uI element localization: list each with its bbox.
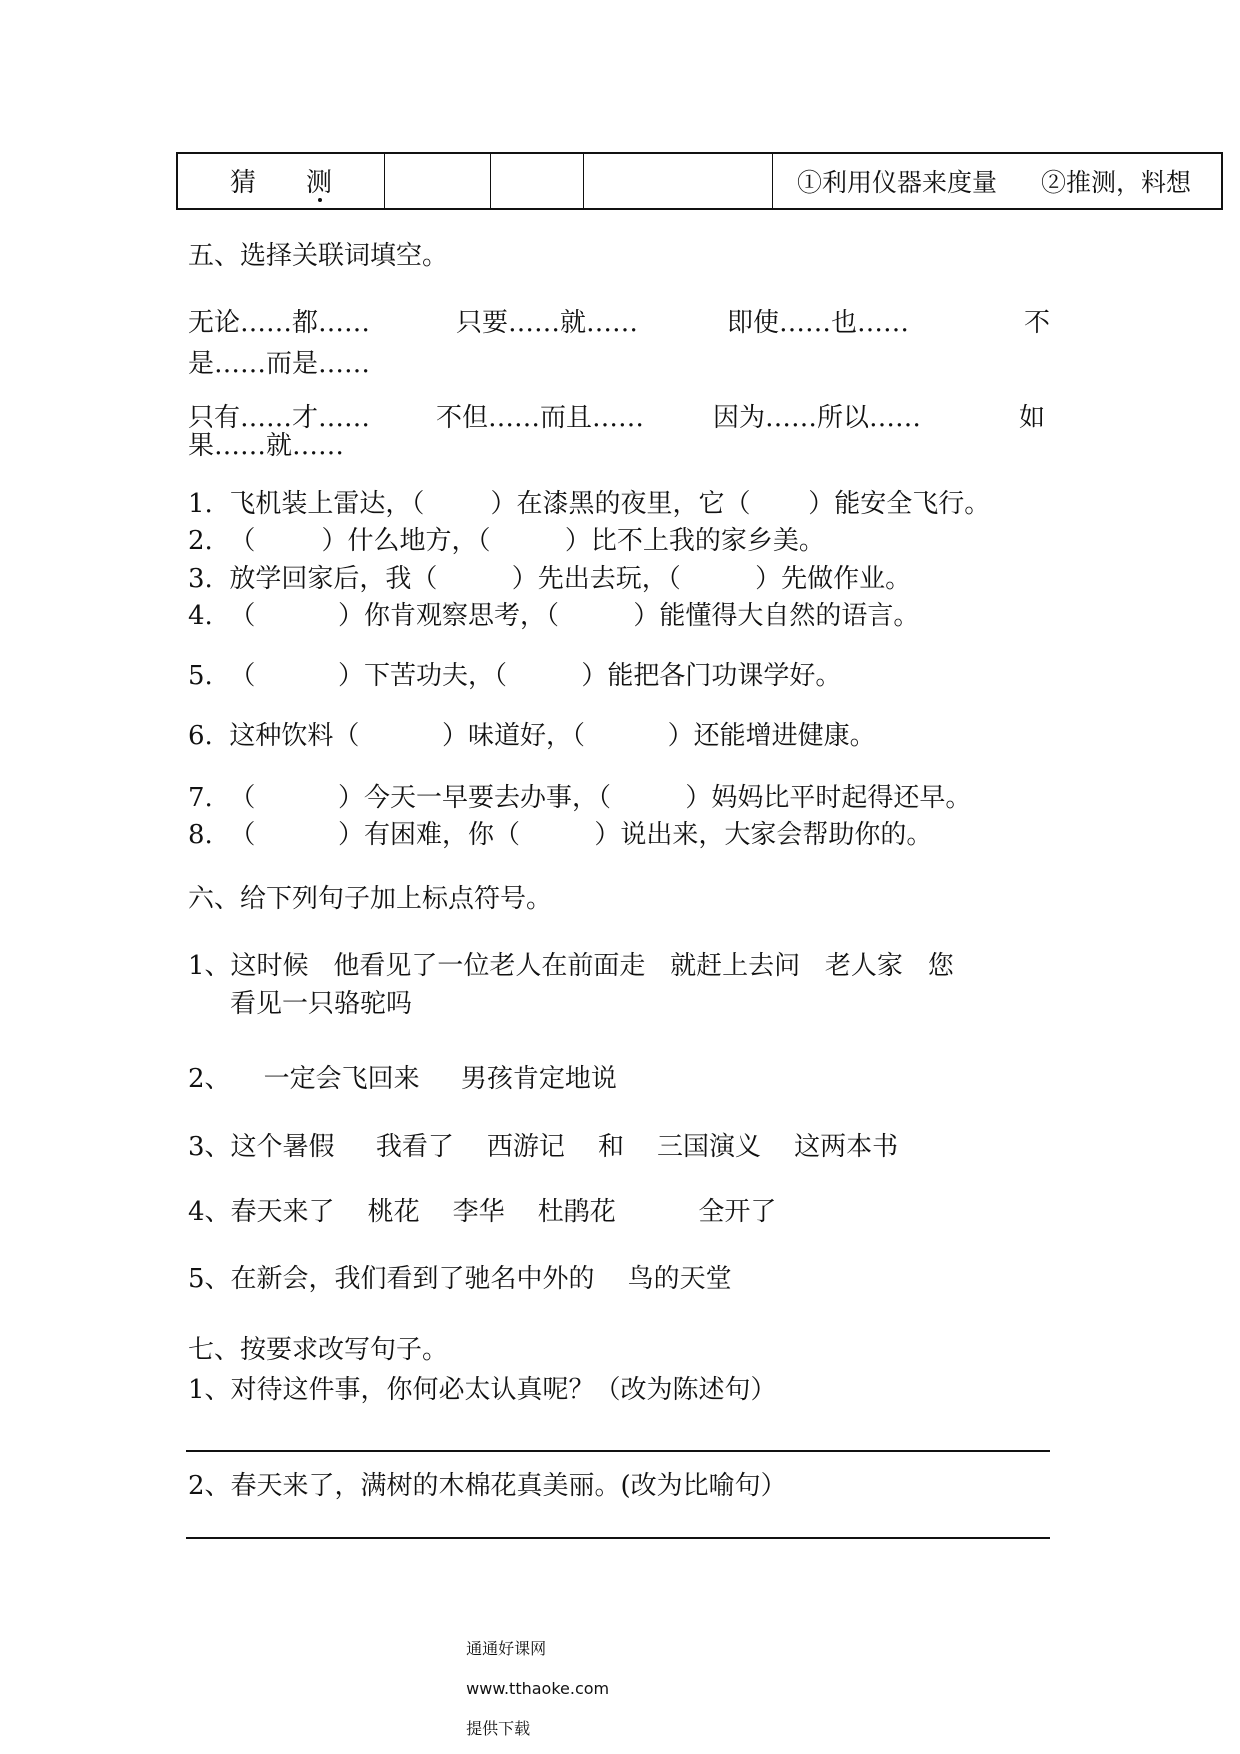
fill-item-1: 1. 飞机装上雷达，（ ）在漆黑的夜里，它（ ）能安全飞行。 <box>188 489 991 519</box>
fill-item-6: 6. 这种饮料（ ）味道好，（ ）还能增进健康。 <box>188 721 876 751</box>
fill-item-3: 3. 放学回家后，我（ ）先出去玩，（ ）先做作业。 <box>188 564 912 594</box>
footer-url[interactable]: www.tthaoke.com <box>466 1679 610 1698</box>
conj-row2-d1: 如 <box>1019 403 1046 433</box>
blank-cell-1 <box>385 154 491 208</box>
punct-item-1-line1: 1、这时候 他看见了一位老人在前面走 就赶上去问 老人家 您 <box>188 951 954 981</box>
answer-line-2 <box>186 1537 1050 1539</box>
rewrite-item-1: 1、对待这件事，你何必太认真呢？（改为陈述句） <box>188 1375 777 1405</box>
section7-heading: 七、按要求改写句子。 <box>188 1335 449 1365</box>
punct-item-4: 4、春天来了 桃花 李华 杜鹃花 全开了 <box>188 1197 777 1227</box>
emphasis-dot <box>318 198 322 202</box>
answer-line-1 <box>186 1450 1050 1452</box>
conj-row1-a: 无论……都…… <box>188 308 371 338</box>
section5-heading: 五、选择关联词填空。 <box>188 241 449 271</box>
footer <box>456 1619 609 1739</box>
meaning-option-1: ①利用仪器来度量 <box>797 168 998 197</box>
conj-row1-d1: 不 <box>1024 308 1051 338</box>
word-meaning-table-row <box>176 152 1223 210</box>
fill-item-2: 2. （ ）什么地方，（ ）比不上我的家乡美。 <box>188 526 825 556</box>
conj-row1-c: 即使……也…… <box>727 308 910 338</box>
blank-cell-3 <box>584 154 773 208</box>
fill-item-4: 4. （ ）你肯观察思考，（ ）能懂得大自然的语言。 <box>188 601 920 631</box>
meaning-options-cell <box>773 154 1221 208</box>
section6-heading: 六、给下列句子加上标点符号。 <box>188 884 553 914</box>
punct-item-3: 3、这个暑假 我看了 西游记 和 三国演义 这两本书 <box>188 1132 899 1162</box>
rewrite-item-2: 2、春天来了，满树的木棉花真美丽。(改为比喻句） <box>188 1471 787 1501</box>
punct-item-1-line2: 看见一只骆驼吗 <box>230 989 413 1019</box>
punct-item-2: 2、 一定会飞回来 男孩肯定地说 <box>188 1064 617 1094</box>
fill-item-8: 8. （ ）有困难，你（ ）说出来，大家会帮助你的。 <box>188 820 933 850</box>
word-char-1: 猜 <box>230 168 257 198</box>
conj-row2-d2: 果……就…… <box>188 431 345 461</box>
conj-row2-c: 因为……所以…… <box>713 403 922 433</box>
fill-item-5: 5. （ ）下苦功夫，（ ）能把各门功课学好。 <box>188 661 842 691</box>
footer-note: 提供下载 <box>466 1719 531 1738</box>
footer-site: 通通好课网 <box>466 1639 547 1658</box>
punct-item-5: 5、在新会，我们看到了驰名中外的 鸟的天堂 <box>188 1264 732 1294</box>
conj-row2-a: 只有……才…… <box>188 403 371 433</box>
word-char-2: 测 <box>306 168 333 198</box>
conj-row1-b: 只要……就…… <box>456 308 639 338</box>
conj-row2-b: 不但……而且…… <box>436 403 645 433</box>
fill-item-7: 7. （ ）今天一早要去办事，（ ）妈妈比平时起得还早。 <box>188 783 972 813</box>
meaning-option-2: ②推测，料想 <box>1041 168 1192 197</box>
conj-row1-d2: 是……而是…… <box>188 349 371 379</box>
word-cell <box>178 154 385 208</box>
blank-cell-2 <box>491 154 584 208</box>
